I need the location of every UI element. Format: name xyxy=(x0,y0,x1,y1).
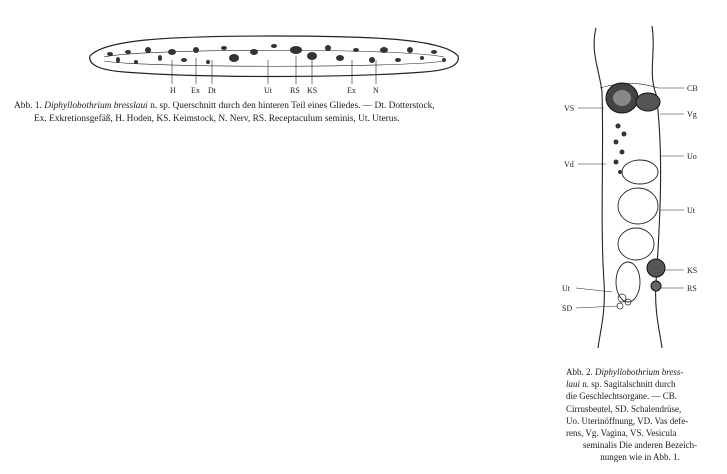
figure-2-species: Diphyllobothrium bress- xyxy=(595,367,684,377)
proglottid-outline xyxy=(594,26,662,348)
fig2-label-lines xyxy=(576,88,684,308)
figure-1-number: Abb. 1. xyxy=(14,101,42,111)
label-rs: RS xyxy=(687,284,697,293)
label-ut-left: Ut xyxy=(562,284,570,293)
label-vs: VS xyxy=(564,104,575,113)
figure-2-sagittal-section xyxy=(560,22,710,352)
figure-2-caption-line3: Uo. Uterinöffnung, VD. Vas defe- xyxy=(566,415,689,426)
label-ks: KS xyxy=(687,266,698,275)
figure-1-caption xyxy=(14,100,554,125)
label-dt: Dt xyxy=(208,86,216,95)
figure-2-caption-line4: rens, Vg. Vagina, VS. Vesicula xyxy=(566,428,677,439)
germarium xyxy=(647,259,665,291)
label-ks: KS xyxy=(307,86,318,95)
figure-1-caption-line2: Ex. Exkretionsgefäß, H. Hoden, KS. Keimstock, N. Nerv, RS. Receptaculum seminis, Ut. Uterus. xyxy=(34,113,400,124)
label-uo: Uo xyxy=(687,152,697,161)
figure-2-caption-line2: Cirrusbeutel, SD. Schalendrüse, xyxy=(566,403,682,414)
figure-2-caption xyxy=(566,366,714,464)
label-rs: RS xyxy=(290,86,300,95)
label-lines xyxy=(172,56,376,84)
figure-1-cross-section xyxy=(84,30,464,96)
figure-2-caption-line6: nungen wie in Abb. 1. xyxy=(600,452,680,463)
figure-2-number: Abb. 2. xyxy=(566,367,593,377)
label-vg: Vg xyxy=(687,110,697,119)
cell-dots xyxy=(107,44,446,64)
label-h: H xyxy=(170,86,176,95)
figure-2-caption-line5: seminalis Die anderen Bezeich- xyxy=(582,440,698,451)
label-ex-right: Ex xyxy=(347,86,356,95)
label-sd: SD xyxy=(562,304,573,313)
label-ex-left: Ex xyxy=(191,86,200,95)
label-ut: Ut xyxy=(264,86,272,95)
figure-1-caption-line1: n. sp. Querschnitt durch den hinteren Teil eines Gliedes. — Dt. Dotterstock, xyxy=(150,101,435,111)
label-n: N xyxy=(373,86,379,95)
figure-1-species: Diphyllobothrium bresslaui xyxy=(44,101,148,111)
label-cb: CB xyxy=(687,84,698,93)
uterus-loops xyxy=(616,160,658,302)
figure-2-caption-line0: n. sp. Sagitalschnitt durch xyxy=(582,379,676,390)
cirrus-organs xyxy=(606,83,660,113)
label-ut-right: Ut xyxy=(687,206,695,215)
figure-2-species2: laui xyxy=(566,379,581,390)
label-vd: Vd xyxy=(564,160,574,169)
figure-2-caption-line1: die Geschlechtsorgane. — CB. xyxy=(566,391,678,402)
body-outline xyxy=(90,36,459,77)
